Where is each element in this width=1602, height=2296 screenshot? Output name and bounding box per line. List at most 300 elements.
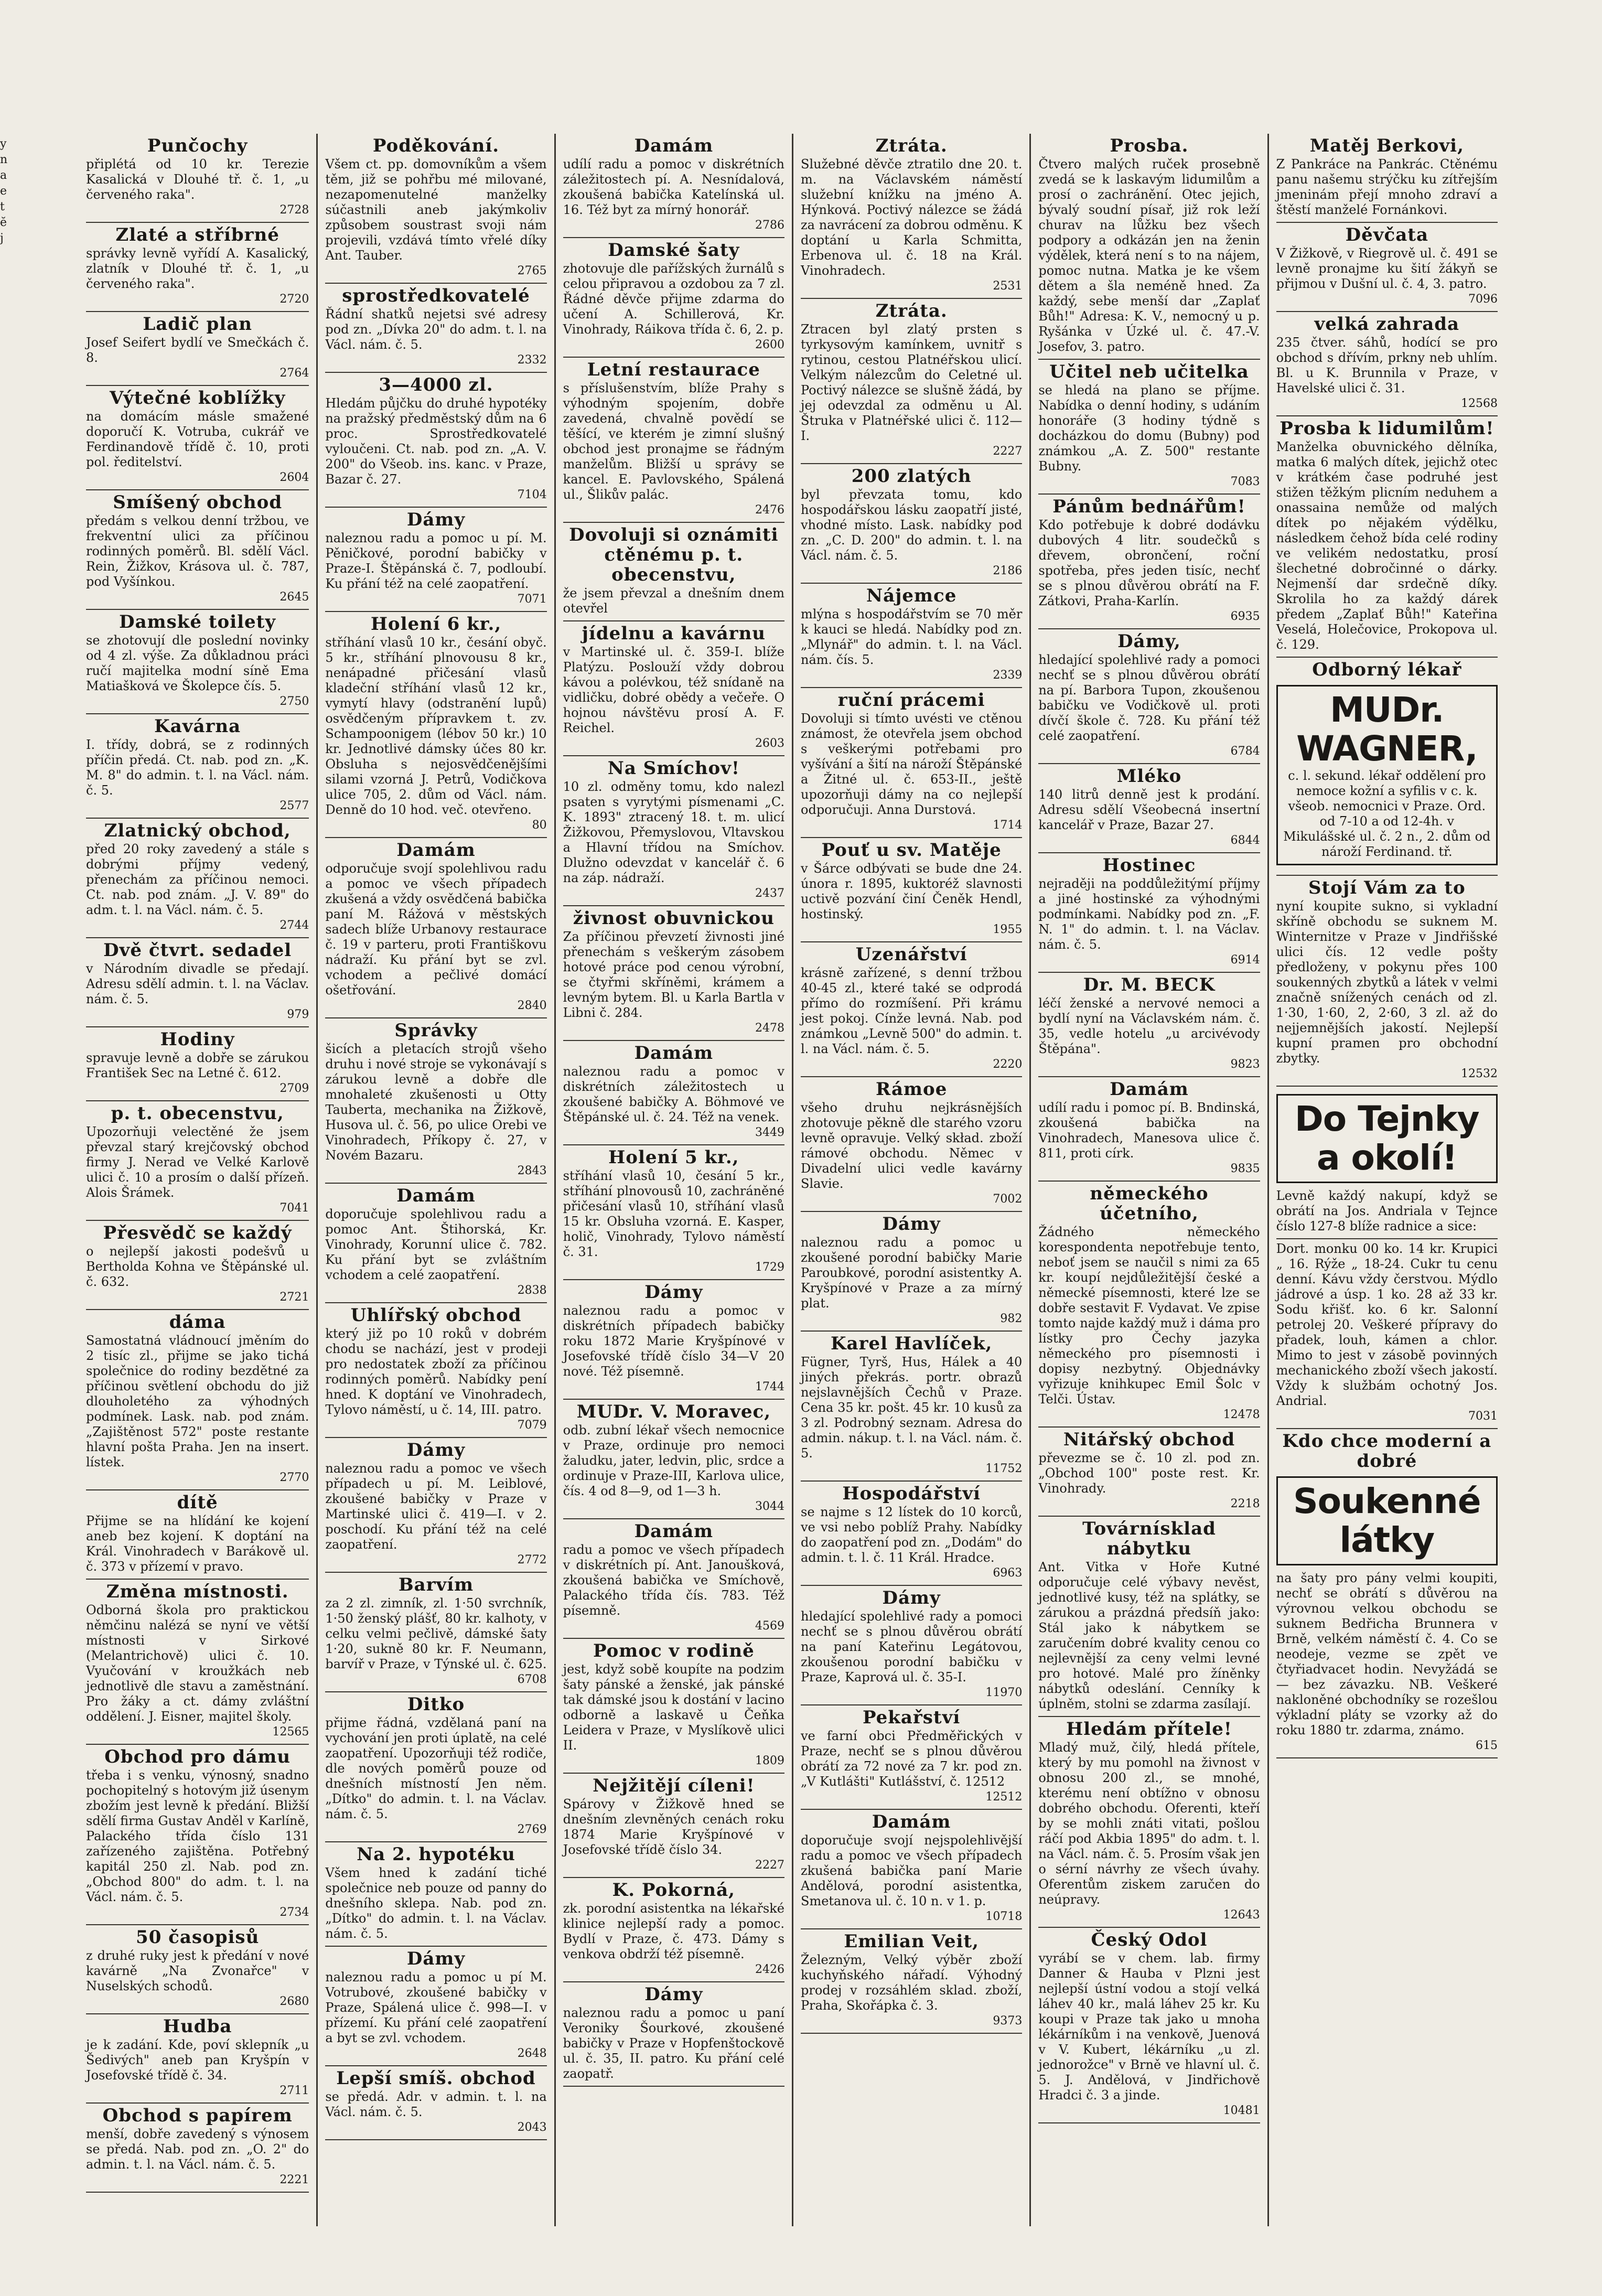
ad-number: 2728 [279, 203, 309, 217]
ad-number: 1955 [993, 923, 1023, 936]
ad-number: 1729 [755, 1261, 784, 1274]
ad-body: všeho druhu nejkrásnějších zhotovuje pěkně dle starého vzoru levně opravuje. Velký skład. zboží rámové obchodu. Němec v Divadelní ulici vedle kavárny Slavie. [801, 1100, 1023, 1191]
ad-title: Pekařství [863, 1707, 961, 1728]
ad-title: MUDr. V. Moravec, [576, 1401, 771, 1422]
ad-column [316, 134, 554, 2226]
classified-ad [325, 1184, 546, 1303]
ad-number: 10481 [1223, 2104, 1260, 2117]
ad-title: Prosba k lidumilům! [1280, 418, 1495, 439]
ad-body: Hledám půjčku do druhé hypotéky na pražský předměstský dům na 6 proc. Sprostředkovatelé vyloučeni. Ct. nab. pod zn. „A. V. 200" do Všeob. ins. kanc. v Praze, Bazar č. 27. [325, 396, 547, 487]
ad-body: Za příčinou převzetí živnosti jiné přenechám s veškerým zásobem hotové práce pod cenou výrobní, se čtyřmi skříněmi, krámem a levným bytem. Bl. u Karla Bartla v Libni č. 284. [563, 929, 784, 1020]
ad-body: Ztracen byl zlatý prsten s tyrkysovým kamínkem, uvnitř s rytinou, cestou Platnéřskou ulicí. Velkým nálezcům do Celetné ul. Poctivý nálezce se slušně žádá, by jej odevzdal za odměnu u Al. Štruka v Platnéřské ulici č. 112—I. [801, 322, 1023, 443]
classified-ad [563, 238, 784, 358]
ad-body: Kdo potřebuje k dobré dodávku dubových 4 litr. soudečků s dřevem, obrončení, roční spotřeba, přes jeden tisíc, nechť se s plnou důvěrou obrátí na F. Zátkovi, Praha-Karlín. [1038, 518, 1260, 608]
ad-number: 7041 [279, 1201, 309, 1215]
ad-column [79, 134, 316, 2226]
ad-number: 2426 [755, 1963, 784, 1976]
classified-ad [1038, 973, 1260, 1077]
classified-ad [801, 1212, 1022, 1332]
ad-title: Dámy [644, 1984, 703, 2005]
ad-number: 2734 [279, 1906, 309, 1919]
classified-ad [563, 1982, 784, 2087]
ad-number: 7079 [517, 1419, 547, 1432]
ad-number: 11752 [985, 1462, 1023, 1475]
ad-number: 2765 [517, 264, 547, 277]
ad-number: 2744 [279, 919, 309, 932]
classified-ad [801, 1482, 1022, 1586]
ad-title: Na 2. hypotéku [357, 1844, 515, 1865]
ad-number: 6914 [1230, 953, 1260, 967]
ad-title: Lepší smíš. obchod [336, 2068, 536, 2089]
ad-body: radu a pomoc ve všech případech v diskrétních pí. Ant. Janoušková, zkoušená babička ve Smíchově, Palackého třída čís. 783. Též písemně. [563, 1542, 784, 1618]
classified-ad [801, 1705, 1022, 1810]
ad-title: Učitel neb učitelka [1049, 361, 1249, 382]
ad-body: v Šárce odbývati se bude dne 24. února r. 1895, kuktoréž slavnosti uctivě pozvání činí Čeněk Hendl, hostinský. [801, 861, 1023, 921]
classified-ad [86, 134, 309, 223]
classified-ad [1038, 1928, 1260, 2123]
left-margin-marks [0, 136, 7, 2182]
ad-title: Kdo chce moderní a dobré [1282, 1431, 1492, 1472]
classified-ad [86, 1310, 309, 1490]
classified-ad [325, 1303, 546, 1438]
ad-body: se předá. Adr. v admin. t. l. na Václ. nám. č. 5. [325, 2089, 547, 2119]
classified-ad [86, 819, 309, 938]
ad-column [1267, 134, 1505, 2226]
ad-title: Ztráta. [875, 135, 948, 156]
ad-number: 9823 [1230, 1058, 1260, 1071]
ad-body: správky levně vyřídí A. Kasalický, zlatník v Dlouhé tř. č. 1, „u červeného raka". [86, 246, 309, 291]
ad-body: Upozorňuji velectěné že jsem převzal starý krejčovský obchod firmy J. Nerad ve Velké Karlově ulici č. 10 a prosím o další přízeň. Alois Šrámek. [86, 1124, 309, 1200]
classified-ad [1276, 416, 1498, 658]
ad-body: Ant. Vitka v Hoře Kutné odporučuje celé výbavy nevěst, jednotlivé kusy, též na splátky, se zárukou a prázdná předsíň jako: Stál jako k nábytkem se zaručením dobré kvality cenou co nejlevnější za ceny velmi levné pro hotové. Malé pro žíněnky nábytků odeslání. Cenníky k úplněm, stolni se zdarma zasílají. [1038, 1560, 1260, 1711]
classified-ad [1276, 312, 1498, 416]
ad-body: Žádného německého korespondenta nepotřebuje tento, neboť jsem se naučil s nimi za 65 kr. koupí nejdůležitější české a německé písemnosti, které lze se dobře sestavit F. Vydavat. Ve zpise tomto najde každý muž i dáma pro lístky pro Čechy jazyka německého pro písemnosti i dopisy nezbytný. Objednávky vyřizuje knihkupec Emil Šolc v Telči. Ústav. [1038, 1225, 1260, 1407]
classified-ad [563, 358, 784, 523]
ad-number: 12512 [985, 1790, 1023, 1804]
ad-title: Nitářský obchod [1063, 1429, 1235, 1450]
ad-body: před 20 roky zavedený a stále s dobrými příjmy vedený, přenechám za příčinou nemoci. Ct. nab. pod znám. „J. V. 89" do adm. t. l. na Václ. nám. č. 5. [86, 842, 309, 917]
classified-ad [86, 610, 309, 714]
ad-number: 2531 [993, 280, 1023, 293]
ad-body: stříhání vlasů 10, česání 5 kr., stříhání plnovousů 10, zachráněné přičesání vlasů 10, stříhání vlasů 15 kr. Obsluha vzorná. E. Kasper, holič, Vinohrady, Tylovo náměstí č. 31. [563, 1168, 784, 1259]
classified-ad [1276, 1087, 1498, 1239]
ad-title: Karel Havlíček, [830, 1333, 993, 1354]
margin-mark: y [0, 137, 7, 151]
ad-body: Služebné děvče ztratilo dne 20. t. m. na Václavském náměstí služební knížku na jméno A. Hýnková. Poctivý nálezce se žádá za navrácení za dobrou odměnu. K doptání u Karla Schmitta, Erbenova ul. č. 18 na Král. Vinohradech. [801, 157, 1023, 278]
ad-body: Spárovy v Žižkově hned se dnešním zlevněných cenách roku 1874 Marie Kryšpínové v Josefovské třídě číslo 34. [563, 1797, 784, 1857]
ad-title: Damské šaty [608, 240, 740, 261]
classified-ad [86, 1925, 309, 2014]
ad-body: Čtvero malých ruček prosebně zvedá se k laskavým lidumilům a prosí o zachránění. Otec jejich, bývalý soudní písař, již rok leží churav na lůžku bez všech podpory a odkázán jen na ženin výdělek, která není s to na nájem, pomoc nutna. Matka je ke všem dětem a šla neméně hned. Za každý, sebe menší dar „Zaplať Bůh!" Adresa: K. V., nemocný u p. Ryšánka v Úzké ul. č. 47.-V. Josefov, 3. patro. [1038, 157, 1260, 354]
ad-number: 7071 [517, 593, 547, 606]
display-ad-box [1276, 685, 1498, 865]
ad-body: Z Pankráce na Pankrác. Ctěnému panu našemu strýčku ku zítřejším jmeninám přejí mnoho zdraví a štěstí manželé Fornánkovi. [1276, 157, 1498, 217]
classified-ad [325, 838, 546, 1018]
classified-ad [801, 1586, 1022, 1705]
display-ad-subtext: c. l. sekund. lékař oddělení pro nemoce kožní a syfilis v c. k. všeob. nemocnici v Praze. Ord. od 7-10 a od 12-4h. v Mikulášské ul. č. 2 n., 2. dům od nároží Ferdinand. tř. [1283, 768, 1491, 859]
classified-ad [325, 1438, 546, 1573]
classified-ad [86, 1490, 309, 1580]
ad-body: spravuje levně a dobře se zárukou František Sec na Letné č. 612. [86, 1050, 309, 1080]
ad-body: odb. zubní lékař všech nemocnice v Praze, ordinuje pro nemoci žaludku, jater, ledvin, plic, srdce a ordinuje v Praze-III, Karlova ulice, čís. 4 od 8—9, od 1—3 h. [563, 1423, 784, 1498]
ad-body: Všem ct. pp. domovníkům a všem těm, již se pohřbu mé milované, nezapomenutelné manželky súčastnili aneb jakýmkoliv způsobem soustrast svoji nám projevili, vzdává tímto vřelé díky Ant. Tauber. [325, 157, 547, 263]
ad-body: krásně zařízené, s denní tržbou 40-45 zl., které také se odprodá přímo do rozmíšení. Při krámu jest pokoj. Cínže levná. Nab. pod známkou „Levně 500" do admin. t. l. na Václ. nám. č. 5. [801, 965, 1023, 1056]
classified-ad [325, 1947, 546, 2066]
ad-title: Děvčata [1345, 224, 1428, 245]
ad-body: naleznou radu a pomoc u zkoušené porodní babičky Marie Paroubkové, porodní asistentky A. Kryšpínové v Praze a za mírný plat. [801, 1235, 1023, 1311]
classified-ad [325, 508, 546, 612]
classified-ad [325, 2066, 546, 2140]
ad-number: 2332 [517, 353, 547, 367]
classified-ad [1038, 629, 1260, 764]
ad-title: Poděkování. [372, 135, 500, 156]
ad-title: Továrnísklad nábytku [1082, 1518, 1216, 1559]
display-ad-box [1276, 1094, 1498, 1183]
ad-title: Pánům bednářům! [1052, 496, 1246, 517]
classified-ad [86, 2104, 309, 2193]
classified-ad [1038, 1182, 1260, 1428]
ad-title: sprostředkovatelé [342, 285, 530, 306]
ad-body: naleznou radu a pomoc ve všech případech u pí. M. Leiblové, zkoušené babičky v Praze v Martinské ulici č. 419—I. v 2. poschodí. Ku přání též na celé zaopatření. [325, 1461, 547, 1552]
ad-body: menší, dobře zavedený s výnosem se předá. Nab. pod zn. „O. 2" do admin. t. l. na Václ. nám. č. 5. [86, 2127, 309, 2172]
ad-title: Pomoc v rodině [593, 1640, 755, 1661]
ad-number: 2478 [755, 1022, 784, 1035]
ad-number: 2221 [279, 2173, 309, 2186]
ad-number: 2227 [993, 445, 1023, 458]
classified-ad [1276, 1429, 1498, 1758]
classified-ad [86, 1580, 309, 1745]
classified-ad [325, 612, 546, 838]
ad-body: předám s velkou denní tržbou, ve frekventní ulici za příčinou rodinných poměrů. Bl. sdělí Václ. Rein, Žižkov, Krásova ul. č. 787, pod Vyšínkou. [86, 513, 309, 589]
ad-title: Damám [634, 135, 714, 156]
margin-mark: j [0, 232, 4, 245]
classified-ad [563, 1145, 784, 1280]
ad-number: 2043 [517, 2121, 547, 2134]
ad-body: Řádní shatků nejetsi své adresy pod zn. „Dívka 20" do adm. t. l. na Václ. nám. č. 5. [325, 307, 547, 352]
classified-ad [801, 584, 1022, 688]
classified-ad [1038, 1077, 1260, 1182]
ad-title: Zlatnický obchod, [104, 820, 291, 841]
ad-body: že jsem převzal a dnešním dnem otevřel [563, 586, 784, 616]
classified-ad [563, 621, 784, 756]
classified-ad [563, 1400, 784, 1519]
ad-title: německého účetního, [1090, 1183, 1209, 1224]
ad-number: 982 [1000, 1312, 1023, 1325]
classified-ad [325, 1842, 546, 1947]
classified-ad [563, 1639, 784, 1774]
ad-title: Damám [872, 1811, 951, 1832]
margin-mark: t [0, 200, 5, 213]
ad-body: jest, když sobě koupíte na podzim šaty pánské a ženské, jak pánské tak dámské jsou k dostání v lacino odborně a laskavě u Čeňka Leidera v Praze, v Myslíkově ulici II. [563, 1662, 784, 1753]
ad-title: Hostinec [1102, 855, 1196, 876]
ad-number: 7104 [517, 488, 547, 501]
ad-number: 2227 [755, 1859, 784, 1872]
ad-title: Matěj Berkovi, [1309, 135, 1464, 156]
ad-title: Nejžitějí cíleni! [593, 1775, 755, 1796]
classified-ad [1038, 360, 1260, 495]
display-ad-headline: Soukenné látky [1293, 1481, 1481, 1560]
ad-title: Dámy, [1117, 631, 1181, 652]
ad-body: připlétá od 10 kr. Terezie Kasalická v Dlouhé tř. č. 1, „u červeného raka". [86, 157, 309, 202]
ad-body: s příslušenstvím, blíže Prahy s výhodným spojením, dobře zavedená, chvalně povědí se těšící, ve kterém je zimní slušný obchod jest pronajme se řádným manželům. Bližší u správy se kancel. E. Pavlovského, Spálená ul., Šlikův palác. [563, 381, 784, 502]
ad-title: Punčochy [147, 135, 248, 156]
classified-ad [801, 1929, 1022, 2034]
ad-title: Nájemce [866, 585, 957, 606]
ad-number: 2750 [279, 695, 309, 708]
ad-column [792, 134, 1029, 2226]
classified-ad [86, 1221, 309, 1310]
classified-ad [86, 223, 309, 312]
ad-number: 10718 [985, 1910, 1023, 1923]
ad-number: 11970 [985, 1686, 1023, 1699]
ad-column [554, 134, 792, 2226]
ad-number: 2600 [755, 338, 784, 351]
ad-number: 2772 [517, 1553, 547, 1567]
ad-title: Hledám přítele! [1066, 1719, 1232, 1740]
ad-title: dáma [169, 1312, 226, 1333]
ad-number: 2603 [755, 737, 784, 750]
ad-body: se zhotovují dle poslední novinky od 4 zl. výše. Za důkladnou práci ručí majitelka modní síně Ema Matiašková ve Školepce čís. 5. [86, 633, 309, 693]
ad-title: Damám [634, 1521, 714, 1542]
ad-number: 2220 [993, 1058, 1023, 1071]
ad-number: 7096 [1468, 293, 1498, 306]
display-ad-box [1276, 1476, 1498, 1565]
classified-ad [801, 1332, 1022, 1482]
ad-body: Všem hned k zadání tiché společnice neb pouze od panny do dnešního sklepa. Nab. pod zn. „Dítko" do admin. t. l. na Václav. nám. č. 5. [325, 1865, 547, 1941]
ad-number: 615 [1476, 1739, 1498, 1752]
ad-body: 235 čtver. sáhů, hodící se pro obchod s dřívím, prkny neb uhlím. Bl. u K. Brunnila v Praze, v Havelské ulici č. 31. [1276, 335, 1498, 395]
classified-ad [325, 134, 546, 284]
ad-body: Josef Seifert bydlí ve Smečkách č. 8. [86, 335, 309, 365]
ad-body: Dort. monku 00 ko. 14 kr. Krupici „ 16. Rýže „ 18-24. Cukr tu cenu denní. Kávu vždy čerstvou. Mýdlo jádrové a úsp. 1 ko. 28 až 33 kr. Sodu křišť. ko. 6 kr. Salonní petrolej 20. Veškeré přípravy do přadek, louh, kámen a chlor. Mimo to jest v zásobě povinných mechanického zboží všech jakostí. Vždy k službám ochotný Jos. Andrial. [1276, 1241, 1498, 1408]
ad-body: na domácím másle smažené doporučí K. Votruba, cukrář ve Ferdinandově třídě č. 10, proti pol. ředitelství. [86, 409, 309, 469]
ad-title: Pouť u sv. Matěje [821, 840, 1002, 861]
ad-title: Dámy [406, 1948, 466, 1969]
classified-ad [563, 1774, 784, 1878]
ad-title: Dámy [644, 1282, 703, 1303]
ad-number: 2769 [517, 1823, 547, 1836]
ad-body: v Martinské ul. č. 359-I. blíže Platýzu. Poslouží vždy dobrou kávou a polévkou, též snídaně na vidličku, dobré obědy a večeře. O hojnou návštěvu prosí A. F. Reichel. [563, 645, 784, 735]
ad-body: zhotovuje dle pařížských žurnálů s celou připravou a ozdobou za 7 zl. Řádné děvče přijme zdarma do učení A. Schillerová, Kr. Vinohrady, Ráikova třída č. 6, 2. p. [563, 261, 784, 337]
ad-title: Obchod pro dámu [104, 1746, 291, 1767]
classified-ad [86, 312, 309, 386]
ad-title: Rámoe [875, 1079, 948, 1100]
classified-ad [1038, 134, 1260, 360]
ad-title: Český Odol [1091, 1929, 1208, 1950]
ad-number: 2840 [517, 999, 547, 1012]
ad-body: doporučuje svojí nejspolehlivější radu a pomoc ve všech případech zkušená babička paní Marie Andělová, porodní asistentka, Smetanova ul. č. 10 n. v 1. p. [801, 1833, 1023, 1908]
ad-title: Hudba [163, 2016, 232, 2037]
ad-number: 2577 [279, 799, 309, 812]
ad-title: Dvě čtvrt. sedadel [103, 940, 292, 961]
ad-body: doporučuje spolehlivou radu a pomoc Ant. Štihorská, Kr. Vinohrady, Korunní ulice č. 782. Ku přání byt se zvláštním vchodem a celé zaopatření. [325, 1207, 547, 1282]
ad-body: udílí radu a pomoc v diskrétních záležitostech pí. A. Nesnídalová, zkoušená babička Katelínská ul. 16. Též byt za mírný honorář. [563, 157, 784, 217]
classified-ad [801, 688, 1022, 838]
ad-title: Holení 5 kr., [608, 1147, 739, 1168]
ad-number: 7031 [1468, 1410, 1498, 1423]
classified-ad [1038, 495, 1260, 629]
classified-ad [325, 1692, 546, 1842]
ad-title: Ztráta. [875, 301, 948, 321]
ad-body: zk. porodní asistentka na lékařské klinice nejlepší rady a pomoc. Bydlí v Praze, č. 473. Dámy s venkova obdrží též písemně. [563, 1901, 784, 1961]
classified-ad [1276, 658, 1498, 876]
ad-body: Samostatná vládnoucí jměním do 2 tisíc zl., přijme se jako tichá společnice do rodiny bezdětné za příčinou světlení obchodu do již dlouholetého za výhodných podmínek. Lask. nab. pod znám. „Zajištěnost 572" poste restante hlavní pošta Praha. Jen na insert. lístek. [86, 1333, 309, 1469]
ad-number: 3449 [755, 1126, 784, 1139]
ad-body: o nejlepší jakosti podešvů u Bertholda Kohna ve Štěpánské ul. č. 632. [86, 1244, 309, 1289]
ad-number: 6963 [993, 1567, 1023, 1580]
ad-title: Výtečné koblížky [109, 388, 286, 409]
classified-ad [1038, 1428, 1260, 1517]
ad-body: vyrábí se v chem. lab. firmy Danner & Hauba v Plzni jest nejlepší ústní vodou a stojí velká láhev 40 kr., malá láhev 25 kr. Ku koupi v Praze tak jako u mnoha lékárníkům i na venkově, Juenová v V. Kubert, lékárníku „u zl. jednorožce" v Brně ve hlavní ul. č. 5. J. Andělová, v Jindřichově Hradci č. 3 a jinde. [1038, 1951, 1260, 2102]
ad-title: jídelnu a kavárnu [582, 623, 766, 644]
classified-ad [1038, 1517, 1260, 1717]
newspaper-ad-page [79, 134, 1505, 2226]
ad-title: velká zahrada [1314, 314, 1460, 335]
classified-ad [563, 1041, 784, 1145]
ad-number: 2645 [279, 591, 309, 604]
margin-mark: ĕ [0, 216, 7, 229]
ad-body: naleznou radu a pomoc u pí M. Votrubové, zkoušené babičky v Praze, Spálená ulice č. 998—I. v přízemí. Ku přání celé zaopatření a byt se zvl. vchodem. [325, 1970, 547, 2045]
classified-ad [801, 1810, 1022, 1929]
ad-title: dítě [177, 1492, 218, 1513]
ad-title: Dovoluji si oznámiti ctěnému p. t. obecenstvu, [569, 524, 779, 585]
ad-body: z druhé ruky jest k předání v nové kavárně „Na Zvonařce" v Nuselských schodů. [86, 1948, 309, 1993]
ad-title: Damám [634, 1043, 714, 1064]
ad-number: 2339 [993, 669, 1023, 682]
ad-body: se najme s 12 lístek do 10 korců, ve vsi nebo poblíž Prahy. Nabídky do zaopatření pod zn. „Dodám" do admin. t. l. č. 11 Král. Hradce. [801, 1505, 1023, 1565]
classified-ad [563, 1878, 784, 1982]
ad-title: Na Smíchov! [607, 758, 740, 779]
ad-title: ruční prácemi [837, 690, 985, 711]
classified-ad [801, 942, 1022, 1077]
ad-number: 2186 [993, 564, 1023, 577]
ad-title: K. Pokorná, [612, 1880, 735, 1901]
classified-ad [1038, 764, 1260, 853]
classified-ad [86, 714, 309, 819]
ad-number: 1809 [755, 1754, 784, 1767]
ad-number: 12565 [272, 1725, 309, 1739]
classified-ad [325, 373, 546, 508]
ad-number: 7083 [1230, 475, 1260, 488]
classified-ad [1038, 853, 1260, 973]
ad-body: v Národním divadle se předají. Adresu sdělí admin. t. l. na Václav. nám. č. 5. [86, 961, 309, 1006]
ad-number: 2838 [517, 1284, 547, 1297]
ad-number: 6844 [1230, 834, 1260, 847]
ad-number: 6935 [1230, 610, 1260, 623]
ad-title: Damám [1110, 1079, 1189, 1100]
ad-body: Odborná škola pro praktickou němčinu nalézá se nyní ve větší místnosti v Sirkové (Melantrichově) ulici č. 10. Vyučování v kroužkách neb jednotlivě dle stavu a zaměstnání. Pro žáky a ct. dámy zvláštní oddělení. J. Eisner, majitel školy. [86, 1603, 309, 1724]
ad-title: 200 zlatých [851, 466, 972, 487]
ad-number: 2604 [279, 471, 309, 484]
classified-ad [563, 134, 784, 238]
ad-title: Damám [396, 1185, 476, 1206]
ad-title: Dámy [406, 509, 466, 530]
ad-title: Uzenářství [855, 944, 967, 965]
ad-body: na šaty pro pány velmi koupiti, nechť se obrátí s důvěrou na výrovnou velkou obchodu se suknem Bedřicha Brunnera v Brně, velkém náměstí č. 4. Co se neodeje, vezme se zpět ve čtyřiadvacet hodin. Nevyžádá se — bez závazku. NB. Veškeré nakloněné obchodníky se rozešlou výkladní pláty se vzorky až do roku 1880 tr. zdarma, známo. [1276, 1571, 1498, 1737]
classified-ad [1276, 1239, 1498, 1429]
classified-ad [801, 134, 1022, 299]
ad-title: Smíšený obchod [113, 492, 283, 513]
ad-body: který již po 10 roků v dobrém chodu se nachází, jest v prodeji pro nedostatek zboží za příčinou rodinných poměrů. Nabídky pení hned. K doptání ve Vinohradech, Tylovo náměstí, u č. 14, III. patro. [325, 1326, 547, 1417]
ad-title: Damské toilety [119, 611, 276, 632]
ad-title: Emilian Veit, [844, 1931, 979, 1952]
ad-body: Mladý muž, čilý, hledá přítele, který by mu pomohl na živnost v obnosu 200 zl., se mnohé, kterému není obtížno v obnosu dobrého obchodu. Oferenti, kteří by se mohli znáti vitati, pošlou ráčí pod Akbia 1895" do adm. t. l. na Václ. nám. č. 5. Prosím však jen o sérní návrhy ze všech úvahy. Oferentům ziskem zaručen do neúpravy. [1038, 1740, 1260, 1907]
ad-title: Ladič plan [143, 314, 252, 335]
ad-title: 50 časopisů [136, 1927, 260, 1948]
ad-title: Hodiny [160, 1029, 235, 1050]
ad-title: Dámy [406, 1440, 466, 1461]
ad-number: 1714 [993, 819, 1023, 832]
ad-number: 12643 [1223, 1908, 1260, 1922]
ad-number: 12478 [1223, 1408, 1260, 1421]
classified-ad [801, 838, 1022, 942]
ad-title: Přesvědč se každý [103, 1222, 292, 1243]
ad-body: převezme se č. 10 zl. pod zn. „Obchod 100" poste rest. Kr. Vinohrady. [1038, 1451, 1260, 1496]
ad-number: 7002 [993, 1193, 1023, 1206]
classified-ad [1276, 223, 1498, 312]
ad-number: 2711 [279, 2084, 309, 2097]
ad-title: 3—4000 zl. [379, 374, 493, 395]
classified-ad [86, 1745, 309, 1925]
ad-title: Stojí Vám za to [1308, 877, 1466, 898]
ad-number: 6708 [517, 1673, 547, 1686]
ad-body: ve farní obci Předměřických v Praze, nechť se s plnou důvěrou obrátí za 72 nové za 7 kr. pod zn. „V Kutlášti" Kutlášství, č. 12512 [801, 1729, 1023, 1789]
ad-body: je k zadání. Kde, poví sklepník „u Šedivých" aneb pan Kryšpín v Josefovské třídě č. 34. [86, 2037, 309, 2083]
ad-body: naleznou radu a pomoc v diskrétních případech babičky roku 1872 Marie Kryšpínové v Josefovské třídě číslo 34—V 20 nové. Též písemně. [563, 1303, 784, 1379]
ad-body: Dovoluji si tímto uvésti ve ctěnou známost, že otevřela jsem obchod s veškerými potřebami pro vyšívání a šití na nároží Štěpánské a Žitné ul. č. 653-II., ještě upozorňuji dámy na co nejlepší odporučuji. Anna Durstová. [801, 711, 1023, 817]
ad-title: Kavárna [154, 716, 241, 737]
ad-body: nyní koupite sukno, si vykladní skříně obchodu se suknem M. Winternitze v Praze v Jindřišské ulici čís. 12 vedle pošty předloženy, v pokynu přes 100 soukenných zbytků a látek v velmi značně snížených cenách od zl. 1·30, 1·60, 2, 2·60, 3 zl. až do nejjemnějších jakostí. Nejlepší kupní pramen pro obchodní zbytky. [1276, 899, 1498, 1066]
ad-number: 2680 [279, 1995, 309, 2008]
ad-body: V Žižkově, v Riegrově ul. č. 491 se levně pronajme ku šití žákyň se přijmou v Dušní ul. č. 4, 3. patro. [1276, 246, 1498, 291]
classified-ad [86, 2014, 309, 2104]
ad-number: 3044 [755, 1500, 784, 1513]
ad-number: 12568 [1461, 397, 1498, 410]
display-ad-headline: MUDr. WAGNER, [1296, 690, 1478, 769]
ad-body: 140 litrů denně jest k prodání. Adresu sdělí Všeobecná insertní kancelář v Praze, Bazar 27. [1038, 787, 1260, 832]
ad-title: Damám [396, 840, 476, 861]
ad-body: za 2 zl. zimník, zl. 1·50 svrchník, 1·50 ženský plášť, 80 kr. kalhoty, v celku velmi pečlivě, dámské šaty 1·20, sukně 80 kr. F. Neumann, barvíř v Praze, v Týnské ul. č. 625. [325, 1596, 547, 1671]
ad-title: Letní restaurace [587, 359, 760, 380]
ad-body: Přijme se na hlídání ke kojení aneb bez kojení. K doptání na Král. Vinohradech v Barákově ul. č. 373 v přízemí v pravo. [86, 1514, 309, 1574]
ad-body: třeba i s venku, výnosný, snadno pochopitelný s hotovým již úsenym zbožím jest levně k předání. Bližší sdělí firma Gustav Anděl v Karlíně, Palackého třída číslo 131 zařízeného zajištěna. Potřebný kapitál 250 zl. Nab. pod zn. „Obchod 800" do adm. t. l. na Václ. nám. č. 5. [86, 1768, 309, 1904]
ad-number: 2721 [279, 1291, 309, 1304]
ad-body: naleznou radu a pomoc u paní Veroniky Šourkové, zkoušené babičky v Praze v Hopfenštockově ul. č. 35, II. patro. Ku přání celé zaopatř. [563, 2005, 784, 2081]
classified-ad [325, 284, 546, 373]
classified-ad [563, 1519, 784, 1639]
ad-body: 10 zl. odměny tomu, kdo nalezl psaten s vyrytými písmenami „C. K. 1893" ztracený 18. t. m. ulicí Žižkovou, Přemyslovou, Vltavskou a Hlavní třídou na Smíchov. Dlužno odevzdat v kancelář č. 6 na záp. nádraží. [563, 779, 784, 885]
ad-title: živnost obuvnickou [573, 908, 775, 929]
ad-body: přijme řádná, vzdělaná paní na vychování jen proti úplatě, na celé zaopatření. Upozorňuji též rodiče, dle nových poměrů pouze od dnešních místností Jen něm. „Dítko" do admin. t. l. na Václav. nám. č. 5. [325, 1715, 547, 1821]
ad-number: 6784 [1230, 745, 1260, 758]
ad-number: 2476 [755, 503, 784, 517]
ad-title: Barvím [398, 1574, 474, 1595]
ad-title: Dámy [882, 1214, 941, 1235]
ad-title: Hospodářství [842, 1483, 981, 1504]
ad-body: udílí radu i pomoc pí. B. Bndinská, zkoušená babička na Vinohradech, Manesova ulice č. 811, proti círk. [1038, 1100, 1260, 1161]
ad-body: se hledá na plano se příjme. Nabídka o denní hodiny, s udáním honoráře (3 hodiny týdně s docházkou do domu (Bubny) pod známkou „A. Z. 500" restante Bubny. [1038, 383, 1260, 474]
ad-title: Holení 6 kr., [370, 614, 502, 635]
classified-ad [563, 523, 784, 621]
ad-body: byl převzata tomu, kdo hospodářskou lásku zaopatří jisté, vhodné místo. Lask. nabídky pod zn. „C. D. 200" do admin. t. l. na Václ. nám. č. 5. [801, 487, 1023, 563]
ad-body: mlýna s hospodářstvím se 70 měr k kauci se hledá. Nabídky pod zn. „Mlynář" do admin. t. l. na Václ. nám. čís. 5. [801, 607, 1023, 667]
ad-number: 2786 [755, 219, 784, 232]
ad-title: Správky [394, 1020, 478, 1041]
ad-title: Uhlířský obchod [350, 1305, 522, 1326]
ad-number: 2843 [517, 1164, 547, 1177]
ad-body: nejraději na poddůležitýmí příjmy a jiné hostinské za výhodnými podmínkami. Nabídky pod zn. „F. N. 1" do admin. t. l. na Václav. nám. č. 5. [1038, 876, 1260, 952]
ad-body: naleznou radu a pomoc v diskrétních záležitostech u zkoušené babičky A. Böhmové ve Štěpánské ul. č. 24. Též na venek. [563, 1064, 784, 1124]
